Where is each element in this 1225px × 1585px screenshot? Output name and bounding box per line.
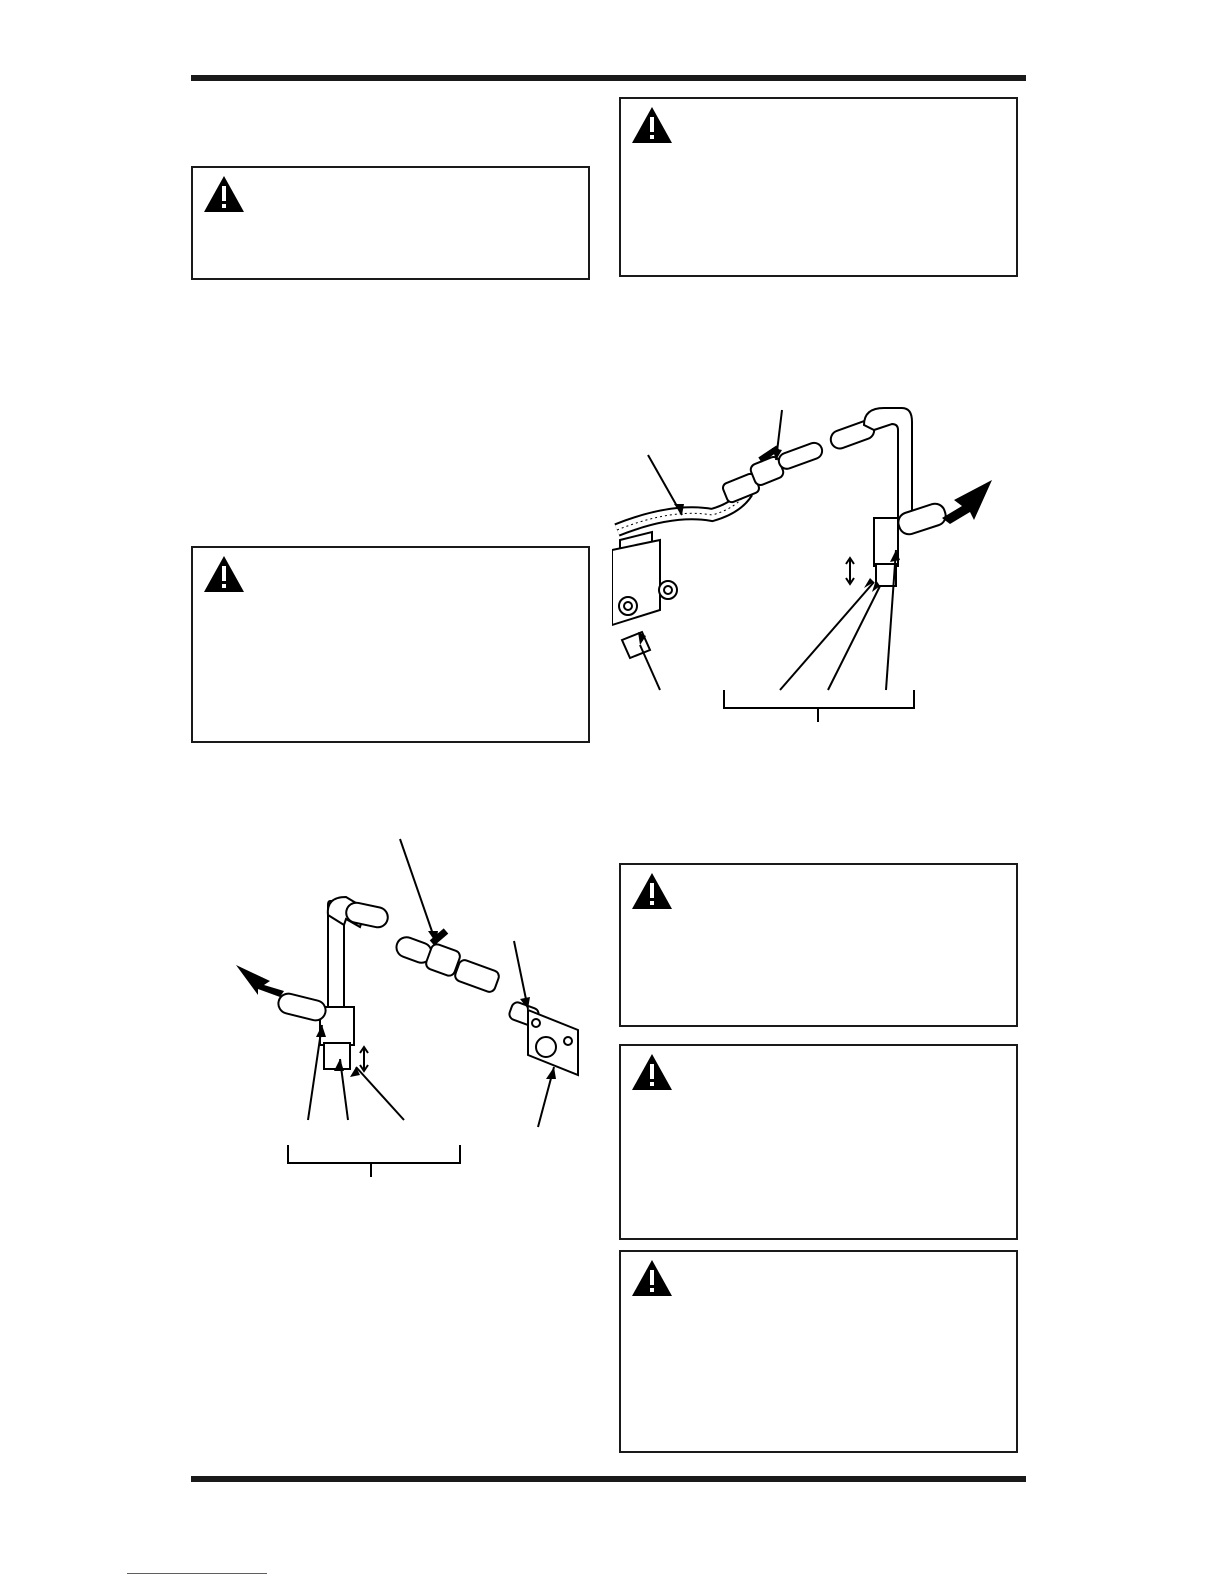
footer-link-underline — [127, 1573, 267, 1574]
warning-triangle-icon — [203, 554, 245, 594]
warning-triangle-icon — [631, 871, 673, 911]
warning-triangle-icon — [631, 1052, 673, 1092]
warning-box-left-2 — [191, 546, 590, 743]
warning-box-right-4 — [619, 1250, 1018, 1453]
top-rule — [191, 75, 1026, 81]
warning-box-right-1 — [619, 97, 1018, 277]
gas-flow-arrow-icon — [942, 480, 992, 524]
gas-flow-arrow-icon — [236, 965, 284, 997]
warning-triangle-icon — [631, 1258, 673, 1298]
warning-box-left-1 — [191, 166, 590, 280]
bottom-rule — [191, 1476, 1026, 1482]
warning-triangle-icon — [631, 105, 673, 145]
gas-piping-sediment-trap-diagram-right — [612, 400, 1012, 730]
gas-piping-sediment-trap-diagram-left — [228, 835, 598, 1185]
warning-triangle-icon — [203, 174, 245, 214]
warning-box-right-2 — [619, 863, 1018, 1027]
warning-box-right-3 — [619, 1044, 1018, 1240]
